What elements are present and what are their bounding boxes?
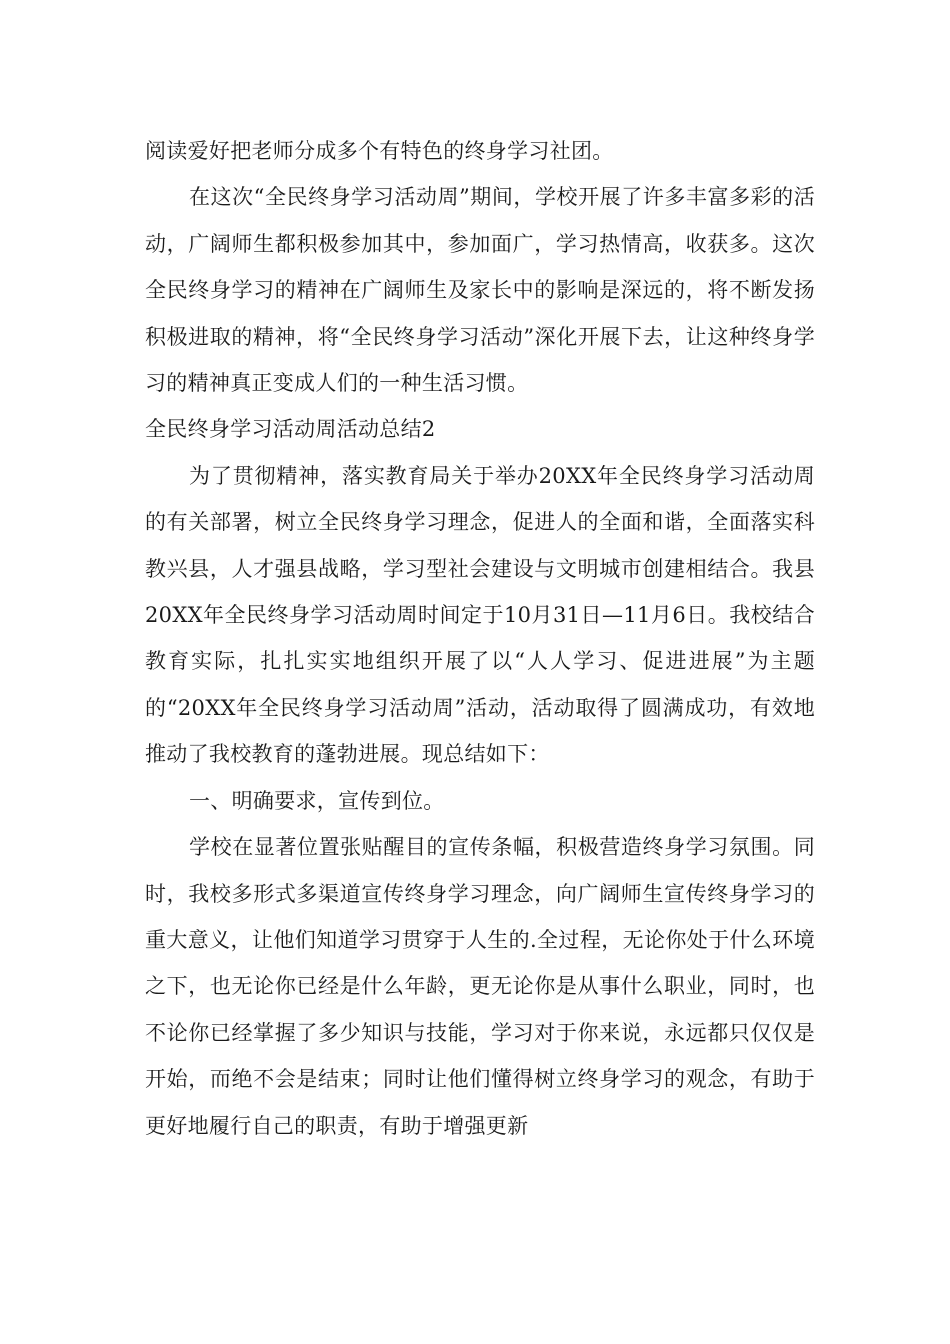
paragraph-continuation: 阅读爱好把老师分成多个有特色的终身学习社团。 [145,139,614,163]
section-heading: 全民终身学习活动周活动总结2 [145,417,436,442]
paragraph-intro: 为了贯彻精神，落实教育局关于举办20XX年全民终身学习活动周的有关部署，树立全民终身学习理念，促进人的全面和谐，全面落实科教兴县，人才强县战略，学习型社会建设与文明城市创建相结合。我县20XX年全民终身学习活动周时间定于10月31日—11月6日。我校结合教育实际，扎扎实实地组织开展了以“人人学习、促进进展”为主题的“20XX年全民终身学习活动周”活动，活动取得了圆满成功，有效地推动了我校教育的蓬勃进展。现总结如下： [145,463,815,767]
paragraph-publicity: 学校在显著位置张贴醒目的宣传条幅，积极营造终身学习氛围。同时，我校多形式多渠道宣传终身学习理念，向广阔师生宣传终身学习的重大意义，让他们知道学习贯穿于人生的.全过程，无论你处于什么环境之下，也无论你已经是什么年龄，更无论你是从事什么职业，同时，也不论你已经掌握了多少知识与技能，学习对于你来说，永远都只仅仅是开始，而绝不会是结束；同时让他们懂得树立终身学习的观念，有助于更好地履行自己的职责，有助于增强更新 [145,835,815,1138]
document-body [145,128,815,1149]
paragraph-section-one-title: 一、明确要求，宣传到位。 [189,788,445,813]
paragraph-activity-week-summary: 在这次“全民终身学习活动周”期间，学校开展了许多丰富多彩的活动，广阔师生都积极参加其中，参加面广，学习热情高，收获多。这次全民终身学习的精神在广阔师生及家长中的影响是深远的，将不断发扬积极进取的精神，将“全民终身学习活动”深化开展下去，让这种终身学习的精神真正变成人们的一种生活习惯。 [145,185,815,396]
